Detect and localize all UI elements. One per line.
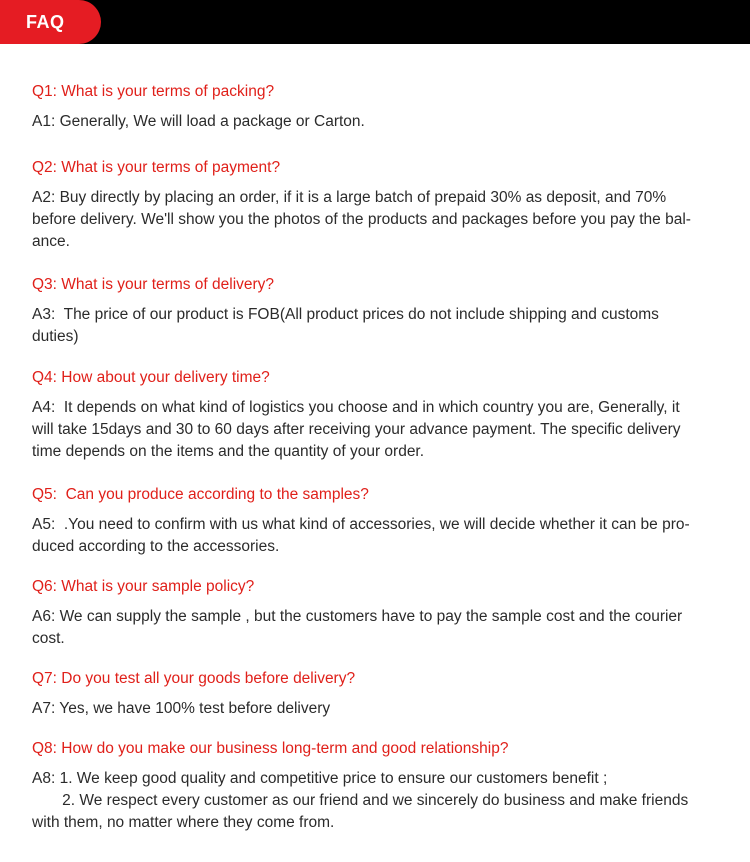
faq-answer-line: cost. [32, 630, 65, 647]
page-title: FAQ [26, 12, 65, 32]
faq-tab [0, 0, 101, 44]
faq-answer-line: A3: The price of our product is FOB(All product prices do not include shipping and customs [32, 306, 659, 323]
faq-answer [32, 606, 722, 650]
faq-answer-line: A2: Buy directly by placing an order, if it is a large batch of prepaid 30% as deposit, and 70% [32, 189, 667, 206]
faq-answer-line: before delivery. We'll show you the photos of the products and packages before you pay the bal- [32, 211, 691, 228]
faq-answer-line: with them, no matter where they come from. [32, 814, 335, 831]
faq-answer-line: duties) [32, 328, 79, 345]
faq-answer-line: time depends on the items and the quantity of your order. [32, 443, 425, 460]
faq-answer-line: ance. [32, 233, 70, 250]
faq-answer-line: duced according to the accessories. [32, 538, 280, 555]
faq-question: Q7: Do you test all your goods before delivery? [32, 670, 356, 687]
faq-answer [32, 111, 722, 133]
faq-question: Q3: What is your terms of delivery? [32, 276, 275, 293]
header-bar [0, 0, 750, 44]
faq-answer [32, 187, 722, 253]
faq-answer [32, 768, 722, 834]
faq-answer-line: A8: 1. We keep good quality and competitive price to ensure our customers benefit ; [32, 770, 608, 787]
faq-answer-line: will take 15days and 30 to 60 days after receiving your advance payment. The specific delivery [32, 421, 681, 438]
faq-question: Q2: What is your terms of payment? [32, 159, 281, 176]
faq-answer [32, 514, 722, 558]
faq-answer-line: A1: Generally, We will load a package or Carton. [32, 113, 365, 130]
faq-answer [32, 698, 722, 720]
faq-item-2 [32, 157, 722, 253]
faq-question: Q4: How about your delivery time? [32, 369, 270, 386]
faq-answer-line: A4: It depends on what kind of logistics you choose and in which country you are, Generally, it [32, 399, 680, 416]
faq-item-5 [32, 484, 722, 558]
faq-item-8 [32, 738, 722, 834]
faq-answer-line: A5: .You need to confirm with us what kind of accessories, we will decide whether it can be pro- [32, 516, 690, 533]
faq-answer [32, 304, 722, 348]
faq-question: Q5: Can you produce according to the samples? [32, 486, 369, 503]
faq-item-6 [32, 576, 722, 650]
faq-answer-line: A6: We can supply the sample , but the customers have to pay the sample cost and the courier [32, 608, 683, 625]
faq-item-7 [32, 668, 722, 720]
faq-question: Q1: What is your terms of packing? [32, 83, 275, 100]
faq-question: Q8: How do you make our business long-term and good relationship? [32, 740, 509, 757]
faq-question: Q6: What is your sample policy? [32, 578, 255, 595]
faq-item-3 [32, 274, 722, 348]
faq-item-1 [32, 81, 722, 133]
faq-answer [32, 397, 722, 463]
faq-answer-line: 2. We respect every customer as our friend and we sincerely do business and make friends [32, 792, 689, 809]
faq-item-4 [32, 367, 722, 463]
faq-answer-line: A7: Yes, we have 100% test before delivery [32, 700, 331, 717]
